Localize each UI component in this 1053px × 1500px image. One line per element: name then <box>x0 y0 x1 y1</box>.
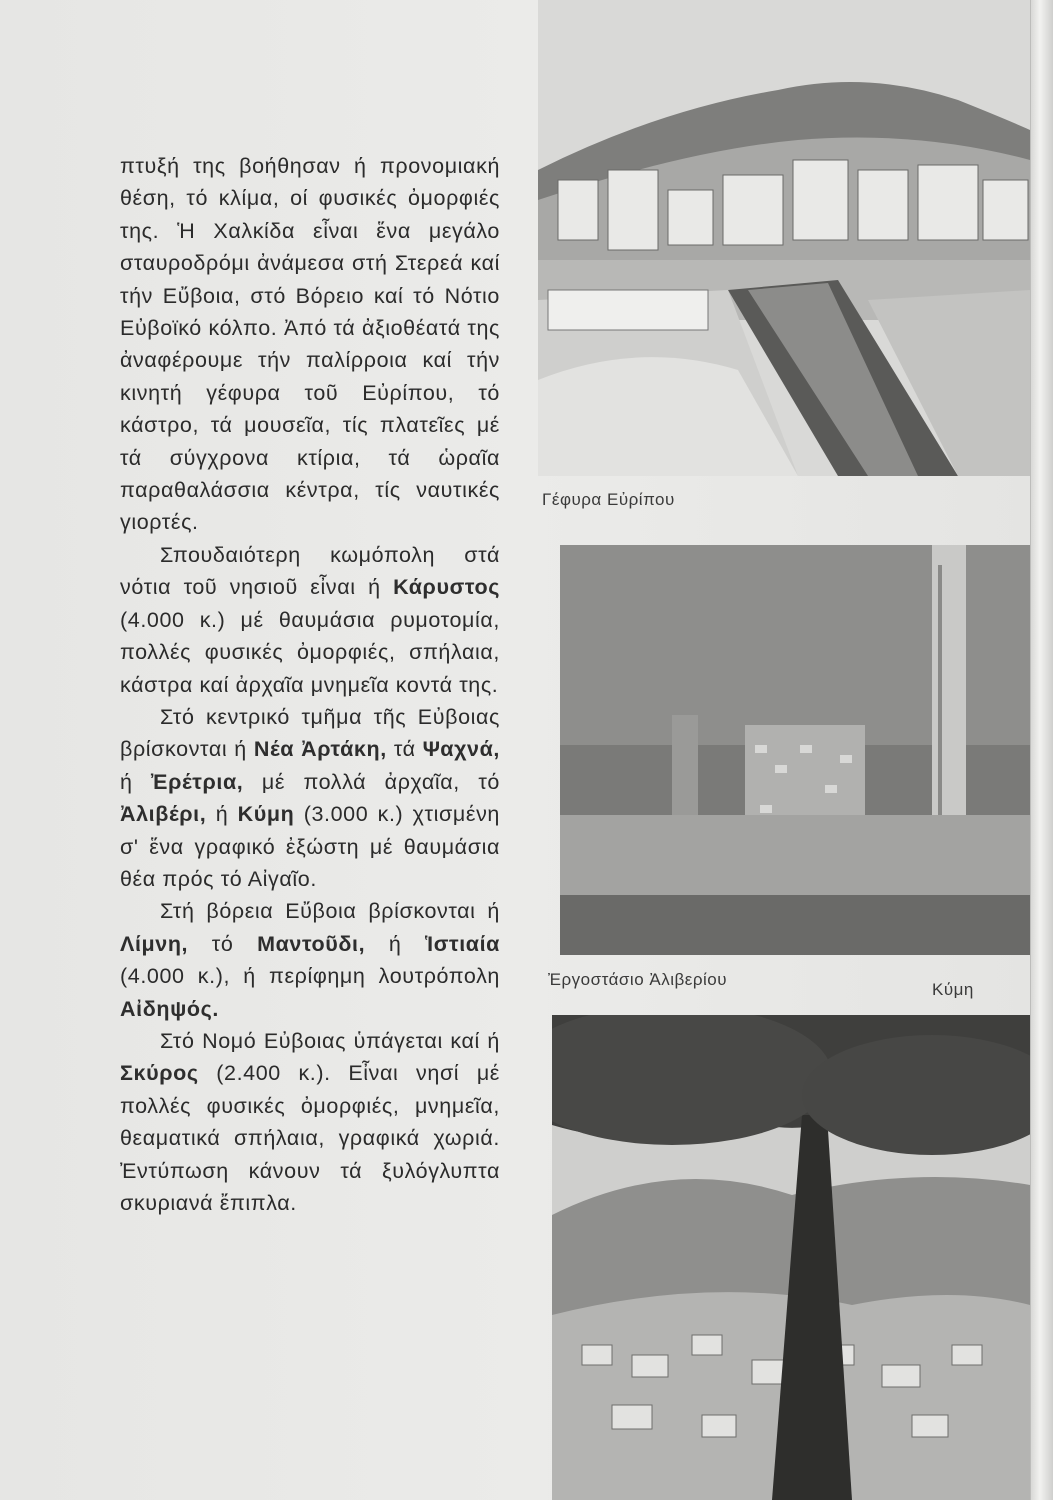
place-nea-artaki: Νέα Ἀρτάκη, <box>253 737 387 762</box>
place-karystos: Κάρυστος <box>393 575 500 600</box>
place-eretria: Ἐρέτρια, <box>151 769 244 794</box>
place-aliveri: Ἀλιβέρι, <box>120 802 207 827</box>
paragraph-central-euboea: Στό κεντρικό τμῆμα τῆς Εὐβοιας βρίσκονται ή Νέα Ἀρτάκη, τά Ψαχνά, ή Ἐρέτρια, μέ πολλά ἀρχαῖα, τό Ἀλιβέρι, ή Κύμη (3.000 κ.) χτισμένη σ' ἕνα γραφικό ἐξώστη μέ θαυμάσια θέα πρός τό Αἰγαῖο. <box>120 704 501 891</box>
caption-kymi: Κύμη <box>932 980 974 999</box>
place-aidipsos: Αἰδηψός. <box>120 996 219 1021</box>
photo-euripus-bridge <box>538 0 1030 476</box>
caption-aliveri-factory: Ἐργοστάσιο Ἀλιβερίου <box>548 970 728 989</box>
paragraph-karystos: Σπουδαιότερη κωμόπολη στά νότια τοῦ νησιοῦ εἶναι ή Κάρυστος (4.000 κ.) μέ θαυμάσια ρυμοτομία, πολλές φυσικές ὀμορφιές, σπήλαια, κάστρα καί ἀρχαῖα μνημεῖα κοντά της. <box>120 542 500 697</box>
place-limni: Λίμνη, <box>120 931 189 956</box>
paragraph-skyros: Στό Νομό Εὐβοιας ὑπάγεται καί ή Σκύρος (2.400 κ.). Εἶναι νησί μέ πολλές φυσικές ὀμορφιές, μνημεῖα, θεαματικά σπήλαια, γραφικά χωριά. Ἐντύπωση κάνουν τά ξυλόγλυπτα σκυριανά ἔπιπλα. <box>120 1028 500 1215</box>
body-text-column <box>120 150 500 1219</box>
place-skyros: Σκύρος <box>120 1061 199 1086</box>
place-psachna: Ψαχνά, <box>422 737 501 762</box>
caption-euripus-bridge: Γέφυρα Εὐρίπου <box>542 490 675 509</box>
photo-aliveri-factory <box>560 545 1030 955</box>
place-mantoudi: Μαντοῦδι, <box>257 931 366 956</box>
place-kymi: Κύμη <box>237 802 295 827</box>
page-edge <box>1030 0 1053 1500</box>
paragraph-chalkida: πτυξή της βοήθησαν ή προνομιακή θέση, τό κλίμα, οί φυσικές ὀμορφιές της. Ἡ Χαλκίδα εἶναι ἕνα μεγάλο σταυροδρόμι ἀνάμεσα στή Στερεά καί τήν Εὔβοια, στό Βόρειο καί τό Νότιο Εὐβοϊκό κόλπο. Ἀπό τά ἀξιοθέατά της ἀναφέρουμε τήν παλίρροια καί τήν κινητή γέφυρα τοῦ Εὐρίπου, τό κάστρο, τά μουσεῖα, τίς πλατεῖες μέ τά σύγχρονα κτίρια, τά ὡραῖα παραθαλάσσια κέντρα, τίς ναυτικές γιορτές. <box>120 154 500 535</box>
photo-kymi <box>552 1015 1030 1500</box>
paragraph-north-euboea: Στή βόρεια Εὔβοια βρίσκονται ή Λίμνη, τό Μαντοῦδι, ή Ἱστιαία (4.000 κ.), ή περίφημη λουτρόπολη Αἰδηψός. <box>120 899 500 1021</box>
place-istiaia: Ἱστιαία <box>425 931 500 956</box>
